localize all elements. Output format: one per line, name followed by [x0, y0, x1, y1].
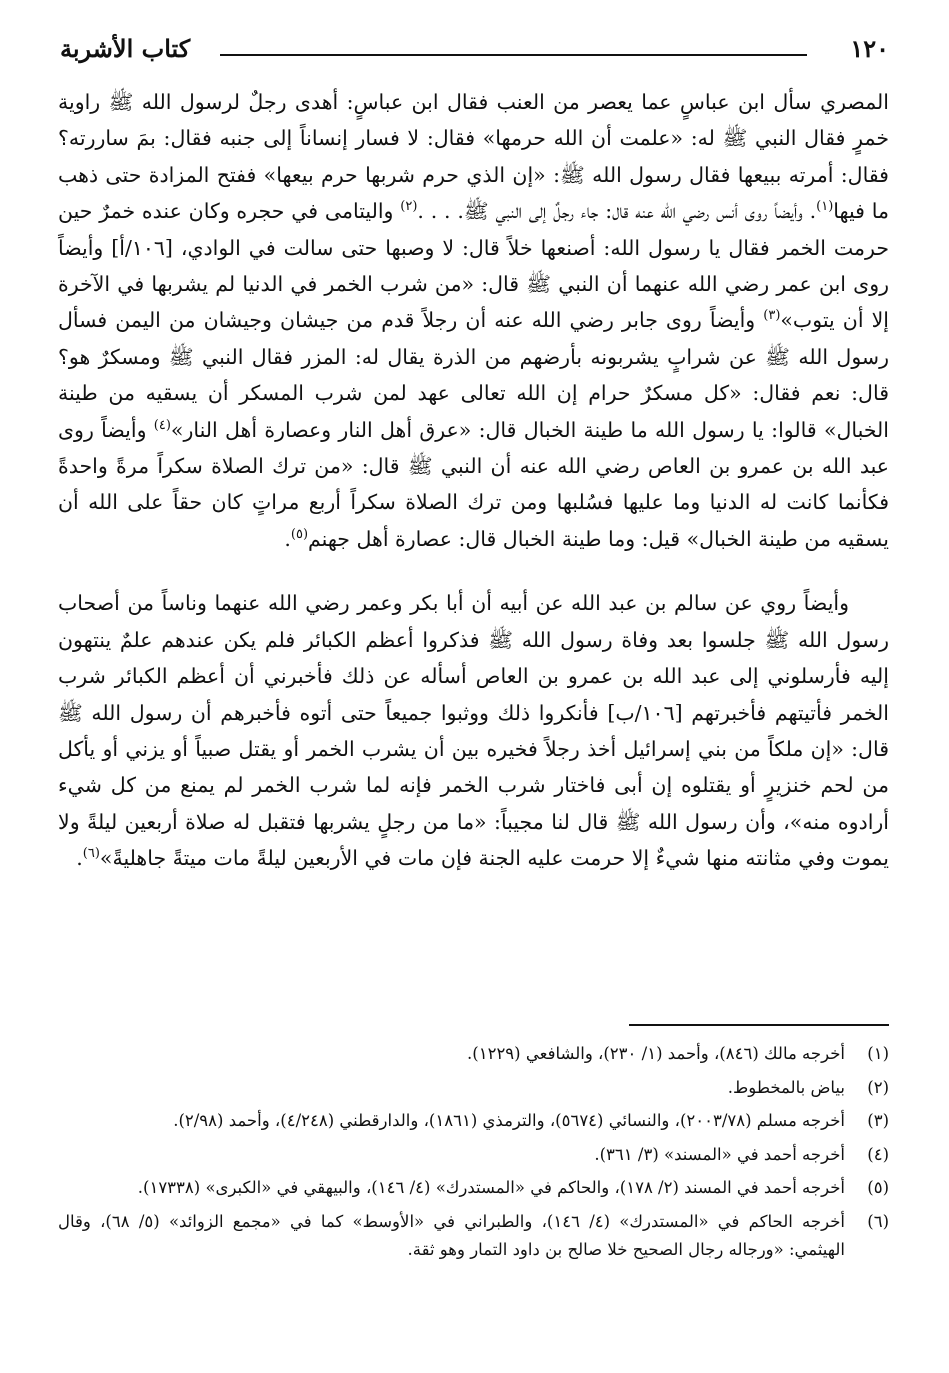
- footnote-text: أخرجه أحمد في «المسند» (٣/ ٣٦١).: [594, 1144, 845, 1164]
- footnote: [58, 1040, 889, 1069]
- footnotes: [58, 1040, 889, 1270]
- footnote-number: (٥): [867, 1178, 889, 1197]
- paragraph-1-part-b: . وأيضاً روى أنس رضي الله عنه قال: جاء رجلٌ إلى النبي ﷺ. . . .: [417, 199, 817, 224]
- footnote: [58, 1208, 889, 1265]
- page-number: ١٢٠: [850, 34, 889, 63]
- footnote-separator: [629, 1024, 889, 1026]
- footnote-ref-5: (٥): [290, 527, 309, 543]
- footnote-text: أخرجه أحمد في المسند (٢/ ١٧٨)، والحاكم في «المستدرك» (٤/ ١٤٦)، والبيهقي في «الكبرى» (١٧٣٣٨).: [137, 1178, 845, 1197]
- paragraph-1-part-d: وأيضاً روى جابر رضي الله عنه أن رجلاً قدم من جيشان وجيشان من اليمن فسأل رسول الله ﷺ عن شرابٍ يشربونه بأرضهم من الذرة يقال له: المزر فقال النبي ﷺ ومسكرٌ هو؟ قال: نعم فقال: «كل مسكرٌ حرام إن الله تعالى عهد لمن شرب المسكر أن يسقيه من طينة الخبال» قالوا: يا رسول الله ما طينة الخبال قال: «عرق أهل النار وعصارة أهل النار»: [58, 308, 889, 442]
- footnote: [58, 1074, 889, 1103]
- main-text: [58, 84, 889, 877]
- paragraph-1-part-c: واليتامى في حجره وكان عنده خمرٌ حين حرمت الخمر فقال يا رسول الله: أصنعها خلاً قال: لا وصبها حتى سالت في الوادي، [١٠٦/أ] وأيضاً روى ابن عمر رضي الله عنهما أن النبي ﷺ قال: «من شرب الخمر في الدنيا لم يشربها في الآخرة إلا أن يتوب»: [58, 199, 889, 333]
- footnote: [58, 1107, 889, 1136]
- footnote-text: بياض بالمخطوط.: [727, 1077, 845, 1097]
- paragraph-2-part-a: وأيضاً روي عن سالم بن عبد الله عن أبيه أن أبا بكر وعمر رضي الله عنهما وناساً من أصحاب رسول الله ﷺ جلسوا بعد وفاة رسول الله ﷺ فذكروا أعظم الكبائر فلم يكن عندهم علمٌ ينتهون إليه فأرسلوني إلى عبد الله بن عمرو بن العاص أسأله عن ذلك فأخبرني أن أعظم الكبائر شرب الخمر فأتيتهم فأخبرتهم [١٠٦/ب] فأنكروا ذلك ووثبوا جميعاً حتى أتوه فأخبرهم أن رسول الله ﷺ قال: «إن ملكاً من بني إسرائيل أخذ رجلاً فخيره بين أن يشرب الخمر أو يقتل صبياً أو يزني أو يأكل من لحم خنزيرٍ أو يقتلوه إن أبى فاختار شرب الخمر فإنه لما شرب الخمر لم يمنع من كل شيء أرادوه منه»، وأن رسول الله ﷺ قال لنا مجيباً: «ما من رجلٍ يشربها فتقبل له صلاة أربعين ليلةً ولا يموت وفي مثانته منها شيءٌ إلا حرمت عليه الجنة فإن مات في الأربعين ليلةً مات ميتةً جاهليةً»: [58, 591, 889, 871]
- footnote-number: (٦): [867, 1211, 889, 1231]
- footnote-number: (٤): [867, 1144, 889, 1164]
- header-rule: [220, 54, 807, 56]
- footnote: [58, 1174, 889, 1203]
- footnote-number: (٢): [867, 1077, 889, 1097]
- paragraph-1-part-f: .: [284, 526, 291, 551]
- paragraph-1-part-e: وأيضاً روى عبد الله بن عمرو بن العاص رضي الله عنه أن النبي ﷺ قال: «من ترك الصلاة سكراً مرةً واحدةً فكأنما كانت له الدنيا وما عليها فسُلبها ومن ترك الصلاة سكراً أربع مراتٍ كان حقاً على الله أن يسقيه من طينة الخبال» قيل: وما طينة الخبال قال: عصارة أهل جهنم: [58, 417, 889, 551]
- footnote-text: أخرجه مالك (٨٤٦)، وأحمد (١/ ٢٣٠)، والشافعي (١٢٢٩).: [467, 1044, 845, 1063]
- paragraph-1: [58, 84, 889, 557]
- footnote-number: (١): [867, 1044, 889, 1063]
- page-header: [60, 28, 889, 68]
- paragraph-2-part-b: .: [76, 846, 83, 871]
- footnote-ref-6: (٦): [82, 846, 100, 862]
- footnote-ref-4: (٤): [153, 417, 171, 433]
- paragraph-1-part-a: المصري سأل ابن عباسٍ عما يعصر من العنب فقال ابن عباسٍ: أهدى رجلٌ لرسول الله ﷺ راوية خمرٍ فقال النبي ﷺ له: «علمت أن الله حرمها» فقال: لا فسار إنساناً إلى جنبه فقال: بمَ ساررته؟ فقال: أمرته ببيعها فقال رسول الله ﷺ: «إن الذي حرم شربها حرم بيعها» ففتح المزادة حتى ذهب ما فيها: [58, 90, 889, 224]
- footnote-ref-3: (٣): [763, 308, 781, 324]
- footnote-text: أخرجه الحاكم في «المستدرك» (٤/ ١٤٦)، والطبراني في «الأوسط» كما في «مجمع الزوائد» (٥/ ٦٨)، وقال الهيثمي: «ورجاله رجال الصحيح خلا صالح بن داود التمار وهو ثقة.: [58, 1211, 845, 1259]
- footnote-ref-2: (٢): [400, 199, 418, 215]
- footnote-ref-1: (١): [816, 199, 834, 215]
- footnote-number: (٣): [867, 1111, 889, 1130]
- paragraph-2: [58, 585, 889, 876]
- book-title: كتاب الأشربة: [60, 34, 191, 63]
- footnote-text: أخرجه مسلم (٢٠٠٣/٧٨)، والنسائي (٥٦٧٤)، والترمذي (١٨٦١)، والدارقطني (٤/٢٤٨)، وأحمد (٢/٩٨).: [173, 1111, 845, 1130]
- footnote: [58, 1141, 889, 1170]
